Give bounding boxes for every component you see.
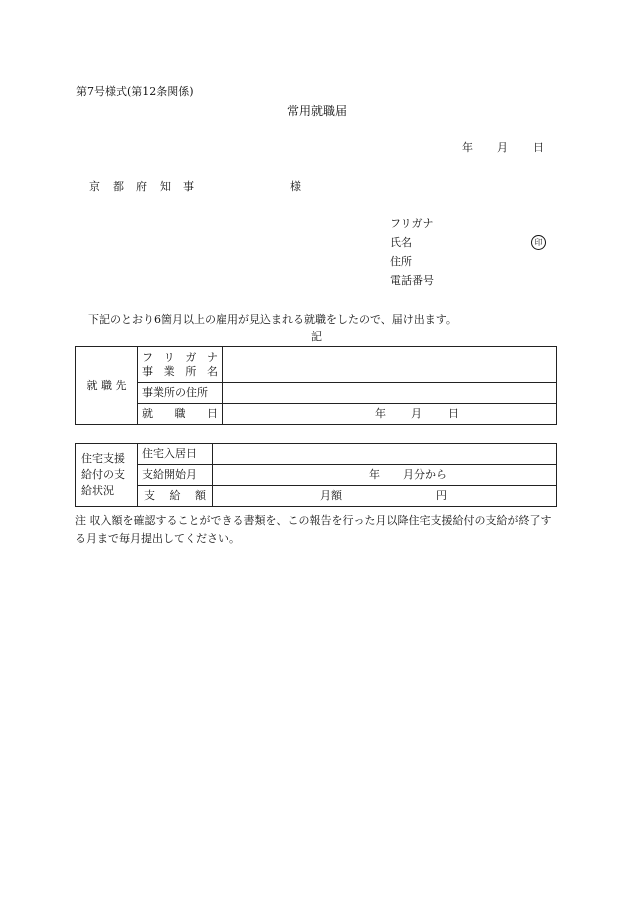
housing-header-line: 住宅支援: [81, 452, 125, 465]
office-name-char: 名: [206, 364, 218, 378]
office-address-input[interactable]: [223, 383, 557, 404]
start-month-year-label: 年: [369, 468, 380, 481]
yen-label: 円: [436, 489, 447, 502]
applicant-name-label: 氏名: [390, 236, 412, 249]
furigana-char: ガ: [185, 350, 197, 364]
amount-label-cell: [138, 486, 213, 507]
form-number: 第7号様式(第12条関係): [76, 85, 194, 98]
furigana-char: フ: [142, 350, 153, 364]
addressee-char: 府: [136, 180, 147, 193]
furigana-char: リ: [163, 350, 175, 364]
employment-table: [75, 346, 557, 425]
housing-support-table: [75, 443, 557, 507]
amount-label: [138, 489, 212, 503]
start-month-label: 月: [411, 407, 422, 420]
start-date-label: [138, 407, 222, 421]
applicant-address-label: 住所: [390, 255, 412, 268]
housing-header-line: 給状況: [81, 484, 114, 497]
addressee-char: 京: [89, 180, 100, 193]
start-day-label: 日: [448, 407, 459, 420]
office-name-input[interactable]: [223, 347, 557, 383]
office-name-label: [138, 365, 222, 379]
office-name-char: 事: [142, 364, 153, 378]
amount-input[interactable]: [213, 486, 557, 507]
start-date-char: 就: [142, 407, 153, 420]
move-in-date-input[interactable]: [213, 444, 557, 465]
move-in-date-label: 住宅入居日: [138, 444, 213, 465]
addressee-char: 都: [113, 180, 124, 193]
furigana-label: [138, 351, 222, 365]
amount-char: 支: [144, 489, 155, 502]
seal-mark-icon: 印: [531, 235, 546, 250]
housing-header-cell: [76, 444, 138, 507]
start-month-label: 支給開始月: [138, 465, 213, 486]
office-address-label: 事業所の住所: [138, 383, 223, 404]
amount-char: 額: [195, 489, 206, 502]
date-month-label: 月: [497, 141, 508, 154]
housing-header-line: 給付の支: [81, 468, 125, 481]
addressee-char: 事: [183, 180, 194, 193]
start-date-char: 日: [207, 407, 218, 420]
office-name-label-cell: [138, 347, 223, 383]
start-year-label: 年: [375, 407, 386, 420]
employment-header-char: 職: [101, 378, 112, 392]
applicant-phone-label: 電話番号: [390, 274, 434, 287]
start-date-input[interactable]: [223, 404, 557, 425]
addressee-char: 知: [160, 180, 171, 193]
office-name-char: 所: [185, 364, 197, 378]
start-month-from-label: 月分から: [403, 468, 447, 481]
amount-char: 給: [169, 489, 181, 502]
start-month-input[interactable]: [213, 465, 557, 486]
employment-header-char: 先: [115, 378, 127, 392]
start-date-char: 職: [174, 407, 186, 420]
body-text: 下記のとおり6箇月以上の雇用が見込まれる就職をしたので、届け出ます。: [88, 313, 457, 326]
employment-header-cell: [76, 347, 138, 425]
date-year-label: 年: [462, 141, 473, 154]
employment-header-char: 就: [86, 378, 98, 392]
office-name-char: 業: [163, 364, 175, 378]
date-day-label: 日: [533, 141, 544, 154]
page-title: 常用就職届: [287, 104, 348, 118]
monthly-amount-label: 月額: [320, 489, 342, 502]
applicant-furigana-label: フリガナ: [390, 217, 434, 230]
furigana-char: ナ: [206, 350, 218, 364]
addressee-honorific: 様: [290, 180, 301, 193]
footnote: 注 収入額を確認することができる書類を、この報告を行った月以降住宅支援給付の支給が終了する月まで毎月提出してください。: [75, 514, 552, 545]
ki-label: 記: [311, 330, 322, 343]
start-date-label-cell: [138, 404, 223, 425]
